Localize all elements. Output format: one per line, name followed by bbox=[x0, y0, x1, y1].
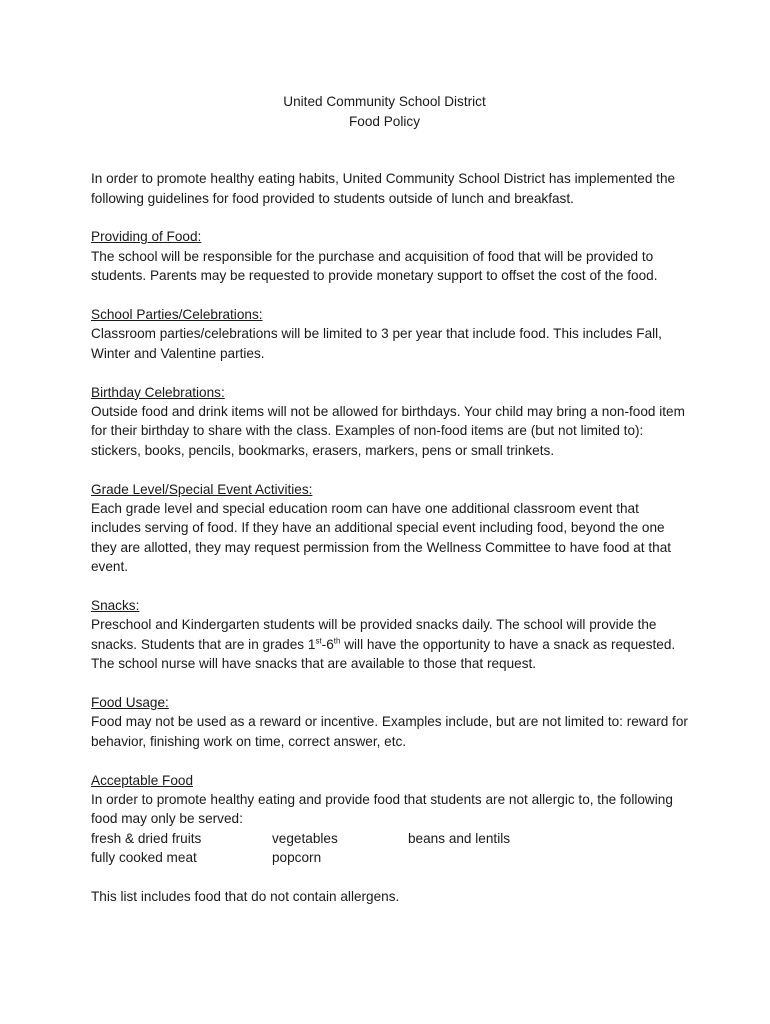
section-heading: Providing of Food: bbox=[91, 229, 202, 245]
food-item: fresh & dried fruits bbox=[91, 830, 202, 846]
intro-paragraph bbox=[91, 169, 690, 208]
snacks-text-b: -6 bbox=[321, 636, 334, 652]
food-row bbox=[91, 848, 690, 867]
superscript-th: th bbox=[333, 636, 341, 646]
section-birthday bbox=[91, 383, 690, 461]
section-body: Classroom parties/celebrations will be limited to 3 per year that include food. This includes Fall, Winter and Valentine parties. bbox=[91, 326, 662, 361]
closing-paragraph bbox=[91, 887, 690, 906]
section-body: In order to promote healthy eating and provide food that students are not allergic to, the following food may only be served: bbox=[91, 792, 673, 827]
section-body bbox=[91, 615, 690, 673]
section-parties bbox=[91, 305, 690, 363]
superscript-st: st bbox=[315, 636, 322, 646]
food-item: fully cooked meat bbox=[91, 850, 197, 866]
food-list bbox=[91, 829, 690, 868]
district-name: United Community School District bbox=[283, 94, 486, 109]
snacks-text-a: Preschool and Kindergarten students will be provided snacks daily. The school will provide the snacks. Students that are in grades 1 bbox=[91, 617, 657, 652]
section-body: The school will be responsible for the purchase and acquisition of food that will be provided to students. Parents may be requested to provide monetary support to offset the cost of the food. bbox=[91, 248, 658, 284]
food-item: popcorn bbox=[272, 850, 322, 866]
intro-text: In order to promote healthy eating habits, United Community School District has implemented the following guidelines for food provided to students outside of lunch and breakfast. bbox=[91, 171, 676, 206]
section-snacks bbox=[91, 596, 690, 674]
closing-text: This list includes food that do not contain allergens. bbox=[91, 889, 400, 905]
section-food-usage bbox=[91, 693, 690, 751]
section-body: Outside food and drink items will not be allowed for birthdays. Your child may bring a non-food item for their birthday to share with the class. Examples of non-food items are (but not limited to): stickers, books, pencils, bookmarks, erasers, markers, pens or small trinkets. bbox=[91, 404, 685, 458]
food-item: beans and lentils bbox=[408, 830, 511, 846]
food-row bbox=[91, 829, 690, 848]
section-heading: Acceptable Food bbox=[91, 772, 194, 788]
section-acceptable-food bbox=[91, 771, 690, 868]
food-item: vegetables bbox=[272, 830, 338, 846]
section-grade-level bbox=[91, 480, 690, 577]
snacks-text-c: will have the opportunity to have a snack as requested. The school nurse will have snacks that are available to those that request. bbox=[91, 636, 676, 672]
section-heading: School Parties/Celebrations: bbox=[91, 307, 263, 322]
section-heading: Birthday Celebrations: bbox=[91, 384, 225, 400]
section-body: Food may not be used as a reward or incentive. Examples include, but are not limited to: reward for behavior, finishing work on time, correct answer, etc. bbox=[91, 714, 688, 749]
document-title bbox=[91, 92, 678, 131]
section-heading: Snacks: bbox=[91, 598, 140, 614]
section-providing bbox=[91, 227, 690, 285]
section-body: Each grade level and special education room can have one additional classroom event that includes serving of food. If they have an additional special event including food, beyond the one they are allotted, they may request permission from the Wellness Committee to have food at that event. bbox=[91, 501, 672, 575]
policy-title: Food Policy bbox=[348, 113, 421, 129]
section-heading: Food Usage: bbox=[91, 695, 169, 711]
section-heading: Grade Level/Special Event Activities: bbox=[91, 481, 313, 497]
